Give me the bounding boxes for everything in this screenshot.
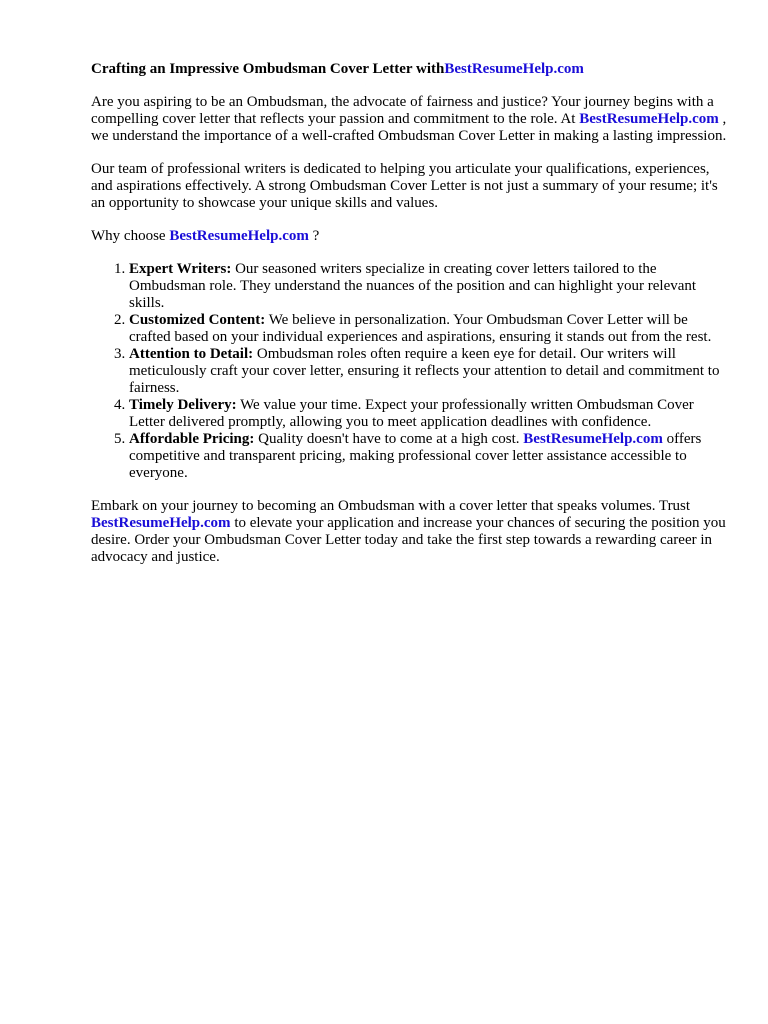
intro-text-end: , we understand the importance of a well-crafted Ombudsman Cover Letter in making a lasting impression. <box>91 111 727 144</box>
reason-text-end: offers competitive and transparent pricing, making professional cover letter assistance accessible to everyone. <box>129 431 702 481</box>
intro-link[interactable]: BestResumeHelp.com <box>579 111 719 127</box>
reason-text: We value your time. Expect your professionally written Ombudsman Cover Letter delivered promptly, allowing you to meet application deadlines with confidence. <box>129 397 694 430</box>
why-text-end: ? <box>308 228 320 244</box>
reason-item-expert-writers <box>129 261 731 312</box>
reason-item-attention-to-detail <box>129 346 731 397</box>
reason-text: We believe in personalization. Your Ombudsman Cover Letter will be crafted based on your individual experiences and aspirations, ensuring it stands out from the rest. <box>129 312 712 345</box>
reason-term: Affordable Pricing: <box>129 431 255 447</box>
closing-text-start: Embark on your journey to becoming an Ombudsman with a cover letter that speaks volumes. Trust <box>91 498 691 514</box>
intro-text-start: Are you aspiring to be an Ombudsman, the advocate of fairness and justice? Your journey begins with a compelling cover letter that reflects your passion and commitment to the role. At <box>91 94 714 127</box>
document-title <box>91 60 731 78</box>
why-paragraph <box>91 228 731 245</box>
reasons-list <box>91 261 731 482</box>
reason-term: Expert Writers: <box>129 261 232 277</box>
reason-term: Attention to Detail: <box>129 346 254 362</box>
why-text-start: Why choose <box>91 228 170 244</box>
reason-text: Ombudsman roles often require a keen eye for detail. Our writers will meticulously craft your cover letter, ensuring it reflects your attention to detail and commitment to fairness. <box>129 346 720 396</box>
reason-text-start: Quality doesn't have to come at a high cost. <box>254 431 524 447</box>
title-link[interactable]: BestResumeHelp.com <box>444 61 584 77</box>
reason-item-affordable-pricing <box>129 431 731 482</box>
closing-text-end: to elevate your application and increase your chances of securing the position you desire. Order your Ombudsman Cover Letter today and take the first step towards a rewarding career in advocacy and justice. <box>91 515 726 565</box>
closing-paragraph <box>91 498 731 566</box>
reason-item-timely-delivery <box>129 397 731 431</box>
team-paragraph: Our team of professional writers is dedicated to helping you articulate your qualifications, experiences, and aspirations effectively. A strong Ombudsman Cover Letter is not just a summary of your resume; it's an opportunity to showcase your unique skills and values. <box>91 161 718 211</box>
closing-link[interactable]: BestResumeHelp.com <box>91 515 231 531</box>
pricing-link[interactable]: BestResumeHelp.com <box>523 431 663 447</box>
document-page <box>91 60 731 582</box>
reason-term: Customized Content: <box>129 312 266 328</box>
reason-text: Our seasoned writers specialize in creating cover letters tailored to the Ombudsman role. They understand the nuances of the position and can highlight your relevant skills. <box>129 261 697 311</box>
reason-term: Timely Delivery: <box>129 397 237 413</box>
why-link[interactable]: BestResumeHelp.com <box>169 228 309 244</box>
reason-item-customized-content <box>129 312 731 346</box>
title-text: Crafting an Impressive Ombudsman Cover Letter with <box>91 61 445 77</box>
intro-paragraph <box>91 94 731 145</box>
